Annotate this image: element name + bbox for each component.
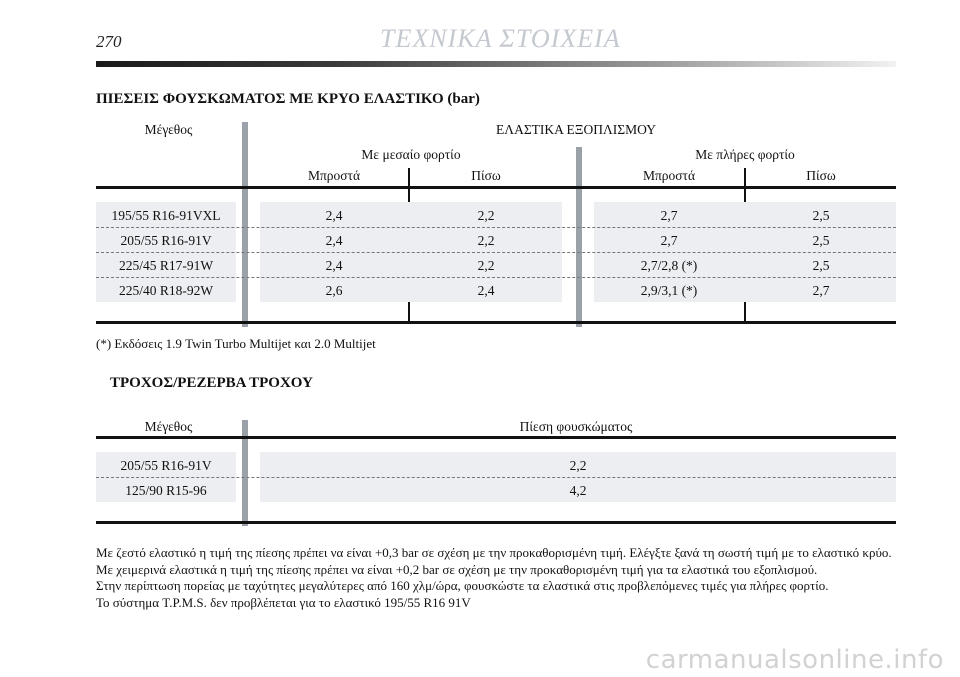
full-front-cell: 2,7 <box>660 233 678 248</box>
pressure-header: Πίεση φουσκώματος <box>519 419 633 434</box>
mid-front-cell: 2,4 <box>325 233 343 248</box>
table-header-rule <box>96 186 896 189</box>
chapter-title: ΤΕΧΝΙΚΑ ΣΤΟΙΧΕΙΑ <box>380 24 621 53</box>
notes <box>96 545 916 611</box>
mid-rear-cell: 2,2 <box>477 258 495 273</box>
full-rear-cell: 2,5 <box>812 233 830 248</box>
full-rear-cell: 2,7 <box>812 283 830 298</box>
table-bottom-rule <box>96 321 896 324</box>
tire-size-cell: 225/40 R18-92W <box>118 283 214 298</box>
tire-size-cell: 225/45 R17-91W <box>118 258 214 273</box>
full-front-cell: 2,7/2,8 (*) <box>640 258 698 273</box>
medium-load-header: Με μεσαίο φορτίο <box>361 147 461 162</box>
note-line: Με ζεστό ελαστικό η τιμή της πίεσης πρέπει να είναι +0,3 bar σε σχέση με την προκαθορισμένη τιμή. Ελέγξτε ξανά τη σωστή τιμή με το ελαστικό κρύο. <box>96 545 892 560</box>
full-front-header: Μπροστά <box>642 168 696 183</box>
page-number: 270 <box>96 32 122 51</box>
spare-wheel-table <box>96 410 896 526</box>
note-line: Στην περίπτωση πορείας με ταχύτητες μεγαλύτερες από 160 χλμ/ώρα, φουσκώστε τα ελαστικά στις προβλεπόμενες τιμές για πλήρες φορτίο. <box>96 578 829 593</box>
mid-rear-cell: 2,4 <box>477 283 495 298</box>
mid-front-cell: 2,4 <box>325 258 343 273</box>
tire-size-cell: 205/55 R16-91V <box>120 233 212 248</box>
mid-rear-cell: 2,2 <box>477 233 495 248</box>
table-header-rule <box>96 436 896 439</box>
tire-pressure-title: ΠΙΕΣΕΙΣ ΦΟΥΣΚΩΜΑΤΟΣ ΜΕ ΚΡΥΟ ΕΛΑΣΤΙΚΟ (bar) <box>96 91 480 107</box>
mid-front-header: Μπροστά <box>307 168 361 183</box>
spare-wheel-title: ΤΡΟΧΟΣ/ΡΕΖΕΡΒΑ ΤΡΟΧΟΥ <box>110 375 313 391</box>
column-bar <box>242 122 248 327</box>
footnote: (*) Εκδόσεις 1.9 Twin Turbo Multijet και 2.0 Multijet <box>96 336 376 351</box>
mid-front-cell: 2,4 <box>325 208 343 223</box>
full-front-cell: 2,7 <box>660 208 678 223</box>
spare-size-cell: 205/55 R16-91V <box>120 458 212 473</box>
full-rear-header: Πίσω <box>806 168 836 183</box>
tire-size-cell: 195/55 R16-91VXL <box>111 208 221 223</box>
table-bottom-rule <box>96 521 896 524</box>
mid-rear-header: Πίσω <box>471 168 501 183</box>
mid-rear-cell: 2,2 <box>477 208 495 223</box>
spare-pressure-cell: 4,2 <box>569 483 587 498</box>
note-line: Με χειμερινά ελαστικά η τιμή της πίεσης πρέπει να είναι +0,2 bar σε σχέση με την προκαθορισμένη τιμή για τα ελαστικά του εξοπλισμού. <box>96 561 818 577</box>
full-rear-cell: 2,5 <box>812 208 830 223</box>
spare-pressure-cell: 2,2 <box>569 458 587 473</box>
full-load-header: Με πλήρες φορτίο <box>695 147 795 162</box>
note-line: Το σύστημα T.P.M.S. δεν προβλέπεται για το ελαστικό 195/55 R16 91V <box>96 594 471 610</box>
watermark: carmanualsonline.info <box>645 645 944 675</box>
column-bar <box>576 147 582 327</box>
spare-size-cell: 125/90 R15-96 <box>125 483 207 498</box>
header-rule <box>96 61 896 67</box>
full-front-cell: 2,9/3,1 (*) <box>640 283 698 298</box>
mid-front-cell: 2,6 <box>325 283 343 298</box>
equipment-header: ΕΛΑΣΤΙΚΑ ΕΞΟΠΛΙΣΜΟΥ <box>496 122 656 137</box>
size-header: Μέγεθος <box>144 419 193 434</box>
full-rear-cell: 2,5 <box>812 258 830 273</box>
size-header: Μέγεθος <box>144 122 193 137</box>
tire-pressure-table <box>96 112 896 327</box>
